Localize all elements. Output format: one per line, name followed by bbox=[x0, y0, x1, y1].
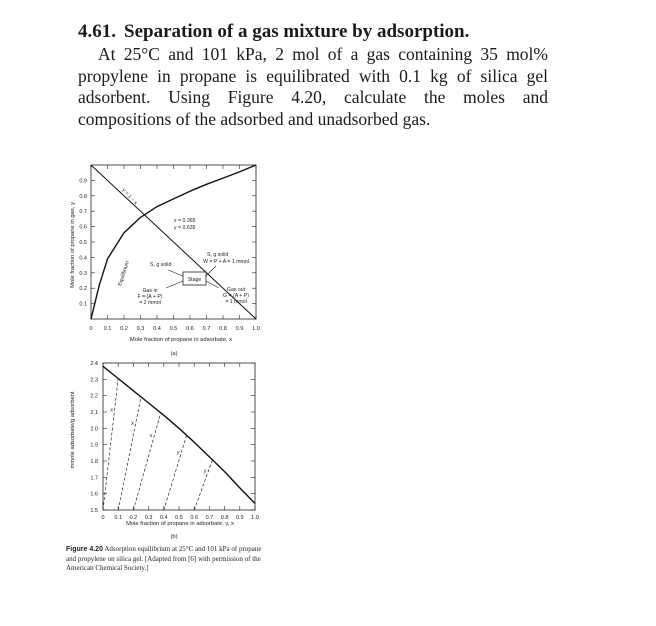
gas-in-amount: = 2 mmol bbox=[139, 300, 161, 306]
a-ytick-label: 0.3 bbox=[79, 270, 87, 277]
a-xtick-label: 0.1 bbox=[103, 326, 112, 332]
b-xtick-label: 0.6 bbox=[190, 515, 199, 521]
gas-in-label: Gas in bbox=[142, 288, 158, 294]
gas-out-amount: = 1 mmol bbox=[225, 299, 247, 305]
tie-line bbox=[103, 379, 118, 510]
chart-b-panel: (b) bbox=[170, 534, 178, 540]
b-ytick-label: 1.8 bbox=[90, 459, 98, 465]
equilibrium-label: Equilibrium bbox=[117, 260, 131, 287]
diagonal-label: y = 1 − x bbox=[120, 187, 139, 207]
gas-in-arrow bbox=[166, 281, 183, 288]
b-ytick-label: 2.1 bbox=[90, 410, 98, 416]
solid-out-amount: W = P + A = 1 mmol bbox=[203, 259, 249, 265]
b-xtick-label: 0.2 bbox=[129, 515, 138, 521]
chart-b-ylabel: mmole adsorbate/g adsorbent bbox=[70, 391, 76, 469]
a-ytick-label: 0.9 bbox=[79, 178, 87, 185]
a-ytick-label: 0.7 bbox=[79, 209, 87, 216]
chart-a-xlabel: Mole fraction of propane in adsorbate, x bbox=[129, 337, 233, 343]
b-xtick-label: 0.9 bbox=[235, 515, 244, 521]
b-ytick-label: 2.2 bbox=[90, 393, 98, 400]
b-ytick-label: 2.3 bbox=[90, 377, 98, 384]
a-xtick-label: 0.2 bbox=[120, 326, 128, 332]
loading-curve bbox=[103, 366, 255, 503]
solid-in-label: S, g solid bbox=[150, 262, 172, 268]
b-ytick-label: 2.4 bbox=[90, 361, 98, 367]
a-ytick-label: 0.1 bbox=[79, 301, 87, 308]
tie-line bbox=[164, 435, 187, 510]
gas-out-label: Gas out bbox=[226, 287, 246, 293]
solid-in-arrow bbox=[168, 270, 183, 276]
a-xtick-label: 0.9 bbox=[235, 326, 244, 332]
tie-line-label: y bbox=[203, 468, 207, 475]
b-xtick-label: 0.1 bbox=[114, 515, 123, 521]
point-y-label: y = 0.635 bbox=[174, 225, 196, 231]
problem-title: Separation of a gas mixture by adsorption. bbox=[124, 21, 470, 42]
b-xtick-label: 0.3 bbox=[144, 515, 153, 521]
solid-out-label: S, g solid bbox=[207, 252, 229, 258]
b-xtick-label: 1.0 bbox=[251, 515, 259, 521]
a-xtick-label: 0.4 bbox=[153, 326, 161, 332]
a-xtick-label: 0.3 bbox=[136, 326, 145, 332]
b-ytick-label: 1.5 bbox=[90, 508, 98, 514]
figure-label: Figure 4.20 bbox=[66, 546, 103, 553]
chart-b-xlabel: Mole fraction of propane in adsorbate, y, x bbox=[126, 521, 234, 527]
b-ytick-label: 1.9 bbox=[90, 442, 98, 449]
tie-line bbox=[133, 413, 160, 510]
a-xtick-label: 0.5 bbox=[169, 326, 178, 332]
a-xtick-label: 0.6 bbox=[186, 326, 194, 332]
b-ytick-label: 1.6 bbox=[90, 491, 98, 498]
b-ytick-label: 2.0 bbox=[90, 426, 98, 433]
chart-a-panel: (a) bbox=[170, 351, 178, 357]
a-xtick-label: 0 bbox=[89, 326, 93, 332]
a-ytick-label: 0.5 bbox=[79, 240, 87, 246]
a-xtick-label: 0.8 bbox=[219, 326, 227, 332]
tie-line-label: x bbox=[149, 433, 153, 440]
tie-line bbox=[118, 397, 141, 510]
gas-in-formula: F = (A + P) bbox=[137, 294, 163, 300]
problem-number: 4.61. bbox=[78, 21, 116, 42]
b-xtick-label: 0.7 bbox=[205, 515, 214, 521]
tie-line-label: x bbox=[131, 421, 134, 428]
b-xtick-label: 0 bbox=[101, 515, 105, 521]
problem-text: At 25°C and 101 kPa, 2 mol of a gas containing 35 mol% propylene in propane is equilibrated with 0.1 kg of silica gel adsorbent. Using Figure 4.20, calculate the moles and compositions of the adsorbed and unadsorbed gas. bbox=[78, 44, 548, 129]
a-xtick-label: 0.7 bbox=[202, 326, 211, 332]
point-x-label: x = 0.365 bbox=[174, 218, 196, 224]
tie-line-label: y bbox=[176, 449, 180, 456]
b-xtick-label: 0.4 bbox=[159, 515, 168, 521]
a-ytick-label: 0.8 bbox=[79, 193, 87, 200]
figure-caption-text: Adsorption equilibrium at 25°C and 101 kPa of propane and propylene on silica gel. [Adapted from [6] with permission of the American Chemical Society.] bbox=[66, 545, 262, 572]
a-xtick-label: 1.0 bbox=[252, 326, 260, 332]
a-ytick-label: 0.4 bbox=[79, 255, 87, 262]
figure-caption bbox=[66, 545, 266, 574]
b-ytick-label: 1.7 bbox=[90, 475, 98, 482]
stage-label: Stage bbox=[187, 277, 202, 283]
b-xtick-label: 0.5 bbox=[175, 515, 183, 521]
b-xtick-label: 0.8 bbox=[220, 515, 229, 521]
tie-line-label: x bbox=[110, 407, 113, 414]
chart-b bbox=[70, 361, 259, 540]
a-ytick-label: 0.6 bbox=[79, 224, 87, 231]
tie-line bbox=[194, 460, 212, 510]
solid-out-arrow bbox=[206, 266, 216, 276]
chart-a-ylabel: Mole fraction of propane in gas, y bbox=[70, 202, 76, 288]
a-ytick-label: 0.2 bbox=[79, 286, 87, 293]
gas-out-formula: G = (A + P) bbox=[223, 293, 249, 299]
chart-a bbox=[70, 165, 260, 357]
